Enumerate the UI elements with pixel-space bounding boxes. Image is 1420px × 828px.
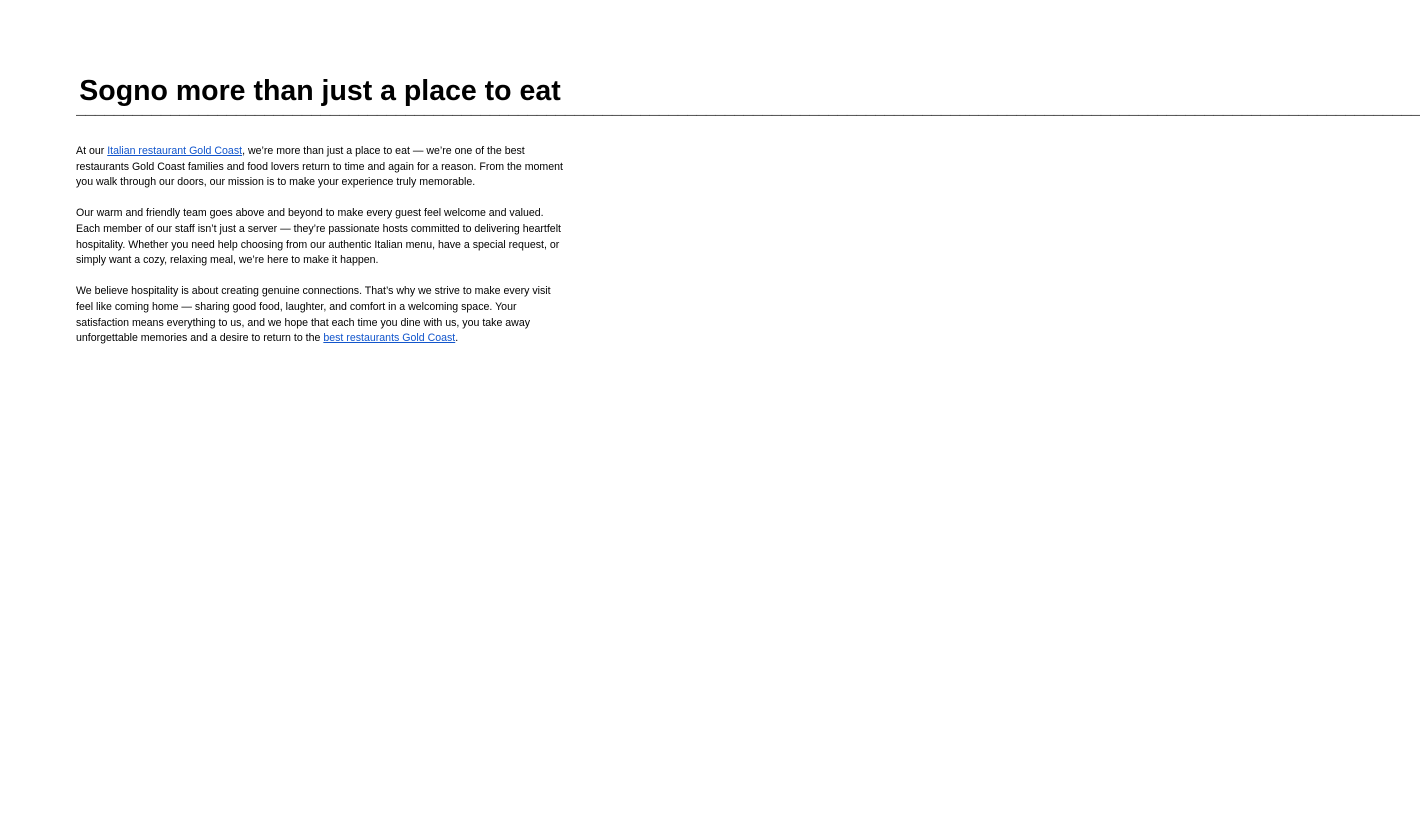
title-divider: ——————————————————————————————————————————————————————————————————————————————————————————————————————————————————————————————————————————————— <box>76 110 1420 121</box>
italian-restaurant-link[interactable]: Italian restaurant Gold Coast <box>107 145 243 157</box>
paragraph-intro <box>76 144 566 191</box>
page-title: Sogno more than just a place to eat <box>79 75 561 107</box>
paragraph-hospitality <box>76 284 566 346</box>
paragraph-intro-text-start: At our <box>76 145 108 157</box>
paragraph-hospitality-text-end: . <box>455 332 459 345</box>
paragraph-hospitality-text-start: We believe hospitality is about creating genuine connections. That’s why we strive to make every visit feel like coming home — sharing good food, laughter, and comfort in a welcoming space. Your satisfaction means everything to us, and we hope that each time you dine with us, you take away unforgettable memories and a desire to return to the <box>76 285 551 345</box>
best-restaurants-link[interactable]: best restaurants Gold Coast <box>323 332 456 345</box>
paragraph-intro-text-end: , we’re more than just a place to eat — we’re one of the best restaurants Gold Coast families and food lovers return to time and again for a reason. From the moment you walk through our doors, our mission is to make your experience truly memorable. <box>76 145 563 189</box>
paragraph-team: Our warm and friendly team goes above and beyond to make every guest feel welcome and valued. Each member of our staff isn’t just a server — they’re passionate hosts committed to delivering heartfelt hospitality. Whether you need help choosing from our authentic Italian menu, have a special request, or simply want a cozy, relaxing meal, we’re here to make it happen. <box>76 207 561 267</box>
document-body <box>76 144 566 362</box>
